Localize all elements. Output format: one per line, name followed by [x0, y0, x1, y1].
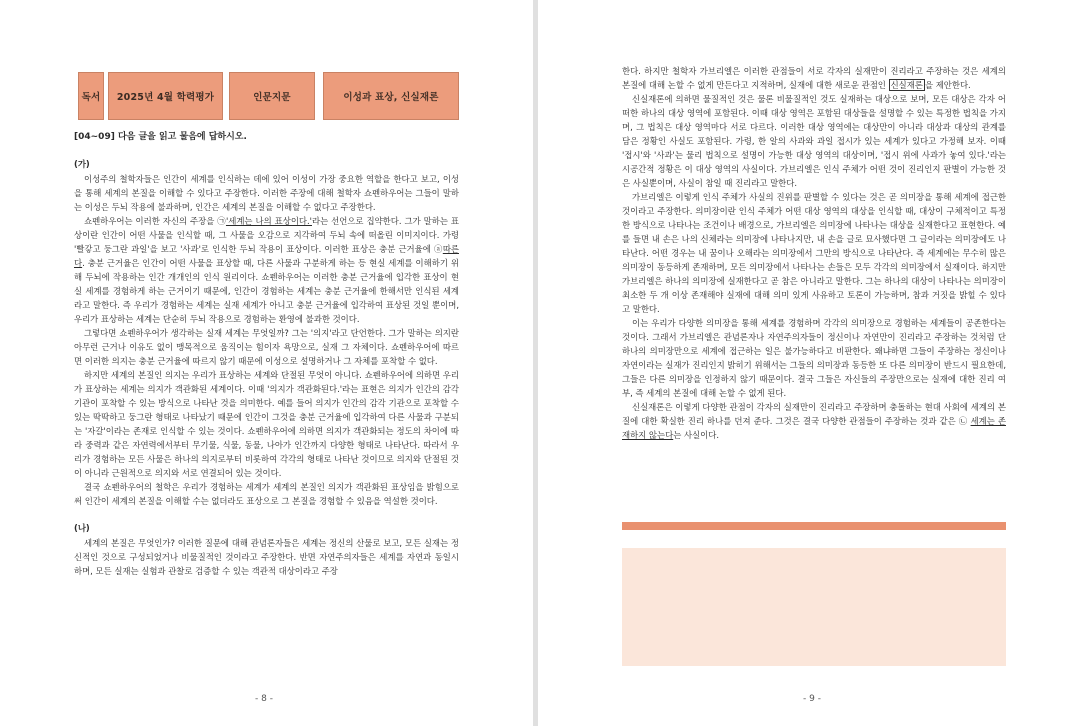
- paragraph-na-4: 이는 우리가 다양한 의미장을 통해 세계를 경험하며 각각의 의미장으로 경험하는 세계들이 공존한다는 것이다. 그래서 가브리엘은 관념론자나 자연주의자들이 정신이나 자연만이 진리라고 주장하는 것처럼 단 하나의 의미장만으로 세계에 접근하는 일은 불가능하다고 비판한다. 왜냐하면 그들이 주장하는 정신이나 자연이라는 실재가 진리인지 밝히기 위해서는 그들의 의미장과 동등한 또 다른 의미장이 반드시 필요한데, 그들은 다른 의미장을 인정하지 않기 때문이다. 결국 그들은 자신들의 주장만으로는 실재에 대한 진리 여부, 즉 세계의 본질에 대해 논할 수 없게 된다.: [622, 318, 1006, 398]
- paragraph-ga-1: 이성주의 철학자들은 인간이 세계를 인식하는 데에 있어 이성이 가장 중요한 역할을 한다고 보고, 이성을 통해 세계의 본질을 이해할 수 있다고 주장한다. 이러한 주장에 대해 철학자 쇼펜하우어는 그들이 말하는 이성은 두뇌 작용에 불과하며, 인간은 세계의 본질을 이해할 수 없다고 주장한다.: [74, 174, 459, 212]
- passage-left-column: [74, 157, 459, 578]
- header-bar: [78, 72, 459, 120]
- paragraph-na-1: 세계의 본질은 무엇인가? 이러한 질문에 대해 관념론자들은 세계는 정신의 산물로 보고, 모든 실재는 정신적인 것으로 구성되었거나 비물질적인 것이라고 주장한다. 반면 자연주의자들은 세계를 자연과 동일시하며, 모든 실재는 실험과 관찰로 검증할 수 있는 객관적 대상이라고 주장: [74, 538, 459, 576]
- boxed-term-new-realism: 신실재론: [890, 80, 923, 90]
- paragraph-ga-3: 그렇다면 쇼펜하우어가 생각하는 실재 세계는 무엇일까? 그는 '의지'라고 단언한다. 그가 말하는 의지란 아무런 근거나 이유도 없이 맹목적으로 움직이는 힘이자 욕망으로, 실재 그 자체이다. 쇼펜하우어에 따르면 이러한 의지는 충분 근거율에 따르지 않기 때문에 이성으로 설명하거나 그 자체를 포착할 수 없다.: [74, 328, 459, 366]
- section-label-na: (나): [74, 523, 90, 533]
- header-field: 인문지문: [229, 72, 315, 120]
- underlined-claim-a: '세계는 나의 표상이다.': [225, 216, 312, 226]
- paragraph-na-1-continued: 한다. 하지만 철학자 가브리엘은 이러한 관점들이 서로 각자의 실재만이 진리라고 주장하는 것은 세계의 본질에 대해 논할 수 없게 만든다고 지적하며, 실재에 대한 새로운 관점인 신실재론 을 제안한다.: [622, 66, 1006, 90]
- shaded-box: [622, 548, 1006, 666]
- left-page: [0, 0, 533, 726]
- header-topic: 이성과 표상, 신실재론: [323, 72, 459, 120]
- paragraph-ga-5: 결국 쇼펜하우어의 철학은 우리가 경험하는 세계가 세계의 본질인 의지가 객관화된 표상임을 밝힘으로써 인간이 세계의 본질을 이해할 수는 없더라도 표상으로 그 본질을 경험할 수 있음을 역설한 것이다.: [74, 482, 459, 506]
- question-instruction: [04~09] 다음 글을 읽고 물음에 답하시오.: [74, 132, 247, 142]
- section-label-ga: (가): [74, 159, 90, 169]
- header-exam: 2025년 4월 학력평가: [108, 72, 223, 120]
- underlined-word-a: 따른다: [74, 244, 459, 268]
- passage-right-column: [622, 64, 1006, 442]
- header-subject: 독서: [78, 72, 104, 120]
- paragraph-na-2: 신실재론에 의하면 물질적인 것은 물론 비물질적인 것도 실재하는 대상으로 보며, 모든 대상은 각자 어떠한 하나의 대상 영역에 포함된다. 이때 대상 영역은 포함된 대상들을 설명할 수 있는 특정한 법칙을 가지며, 그 법칙은 대상 영역마다 서로 다르다. 이러한 대상 영역에는 대상만이 아니라 대상과 대상의 관계를 담은 정황인 사실도 포함된다. 가령, 한 알의 사과와 과일 접시가 있는 세계가 있다고 가정해 보자. 이때 '접시'와 '사과'는 물리 법칙으로 설명이 가능한 대상 영역의 대상이며, '접시 위에 사과가 놓여 있다.'라는 시공간적 정황은 이 대상 영역의 사실이다. 가브리엘은 인식 주체가 어떤 것이 진리인지 판별이 가능한 것은 사실뿐이며, 사실이 참일 때 진리라고 말한다.: [622, 94, 1006, 188]
- paragraph-ga-4: 하지만 세계의 본질인 의지는 우리가 표상하는 세계와 단절된 무엇이 아니다. 쇼펜하우어에 의하면 우리가 표상하는 세계는 의지가 객관화된 세계이다. 이때 '의지가 객관화된다.'라는 표현은 의지가 인간의 감각 기관이 포착할 수 있는 방식으로 나타난 것을 의미한다. 예를 들어 의지가 인간의 감각 기관으로 포착할 수 있는 딱딱하고 둥그란 형태로 나타났기 때문에 인간이 그것을 충분 근거율에 입각하여 다른 사물과 구분되는 '자갈'이라는 존재로 인식할 수 있는 것이다. 쇼펜하우어에 의하면 의지가 객관화되는 정도의 차이에 따라 중력과 같은 자연력에서부터 무기물, 식물, 동물, 나아가 인간까지 다양한 형태로 나타난다. 따라서 우리가 경험하는 모든 사물은 하나의 의지로부터 비롯하여 각각의 형태로 나타난 것이므로 의지와 단절된 것이 아니라 근원적으로 의지와 서로 연결되어 있는 것이다.: [74, 370, 459, 478]
- section-separator: [622, 522, 1006, 530]
- page-number-right: - 9 -: [803, 694, 821, 704]
- paragraph-na-5: 신실재론은 이렇게 다양한 관점이 각자의 실재만이 진리라고 주장하며 충돌하는 현대 사회에 세계의 본질에 대한 확실한 진리 하나를 던져 준다. 그것은 결국 다양한 관점들이 주장하는 것과 같은 ㉡ 세계는 존재하지 않는다는 사실이다.: [622, 402, 1006, 440]
- paragraph-ga-2: 쇼펜하우어는 이러한 자신의 주장을 ㉠'세계는 나의 표상이다.'라는 선언으로 집약한다. 그가 말하는 표상이란 인간이 어떤 사물을 인식할 때, 그 사물을 오감으로 지각하여 두뇌 속에 떠올린 이미지이다. 가령 '빨갛고 둥그란 과일'을 보고 '사과'로 인식한 두뇌 작용이 표상이다. 이러한 표상은 충분 근거율에 ⓐ따른다. 충분 근거율은 인간이 어떤 사물을 표상할 때, 다른 사물과 구분하게 하는 등 현실 세계를 이해하기 위해 두뇌에 작용하는 인간 개개인의 인식 원리이다. 쇼펜하우어는 이러한 충분 근거율에 입각한 표상이 현실 세계를 경험하게 하는 근거이기 때문에, 인간이 경험하는 세계는 충분 근거율에 한해서만 인식된 세계라고 말한다. 즉 우리가 경험하는 세계는 실재 세계가 아니고 충분 근거율에 입각하여 표상된 것일 뿐이며, 우리가 표상하는 세계는 단순히 두뇌 작용으로 경험하는 환영에 불과한 것이다.: [74, 216, 459, 324]
- underlined-claim-b: 세계는 존재하지 않는다: [622, 416, 1006, 440]
- paragraph-na-3: 가브리엘은 이렇게 인식 주체가 사실의 진위를 판별할 수 있다는 것은 곧 의미장을 통해 세계에 접근한 것이라고 주장한다. 의미장이란 인식 주체가 어떤 대상 영역의 대상을 인식할 때, 대상이 구체적이고 특정한 방식으로 나타나는 조건이나 배경으로, 가브리엘은 의미장에 나타나는 대상을 실재한다고 표현한다. 예를 들면 내 손은 나의 신체라는 의미장에 나타나지만, 내 손을 글로 묘사했다면 그 글이라는 의미장에도 나타난다. 어떤 경우는 내 꿈이나 오해라는 의미장에서 그만의 방식으로 나타난다. 즉 세계에는 무수히 많은 의미장이 동등하게 존재하며, 모든 의미장에서 나타나는 손들은 모두 각각의 의미장에서 실재이다. 하지만 가브리엘은 하나의 의미장에 실재한다고 곧 참은 아니라고 말한다. 그는 하나의 대상이 나타나는 의미장이 최소한 두 개 이상 존재해야 실재에 대해 의미 있게 사유하고 토론이 가능하며, 참과 거짓을 밝힐 수 있다고 말한다.: [622, 192, 1006, 314]
- page-number-left: - 8 -: [255, 694, 273, 704]
